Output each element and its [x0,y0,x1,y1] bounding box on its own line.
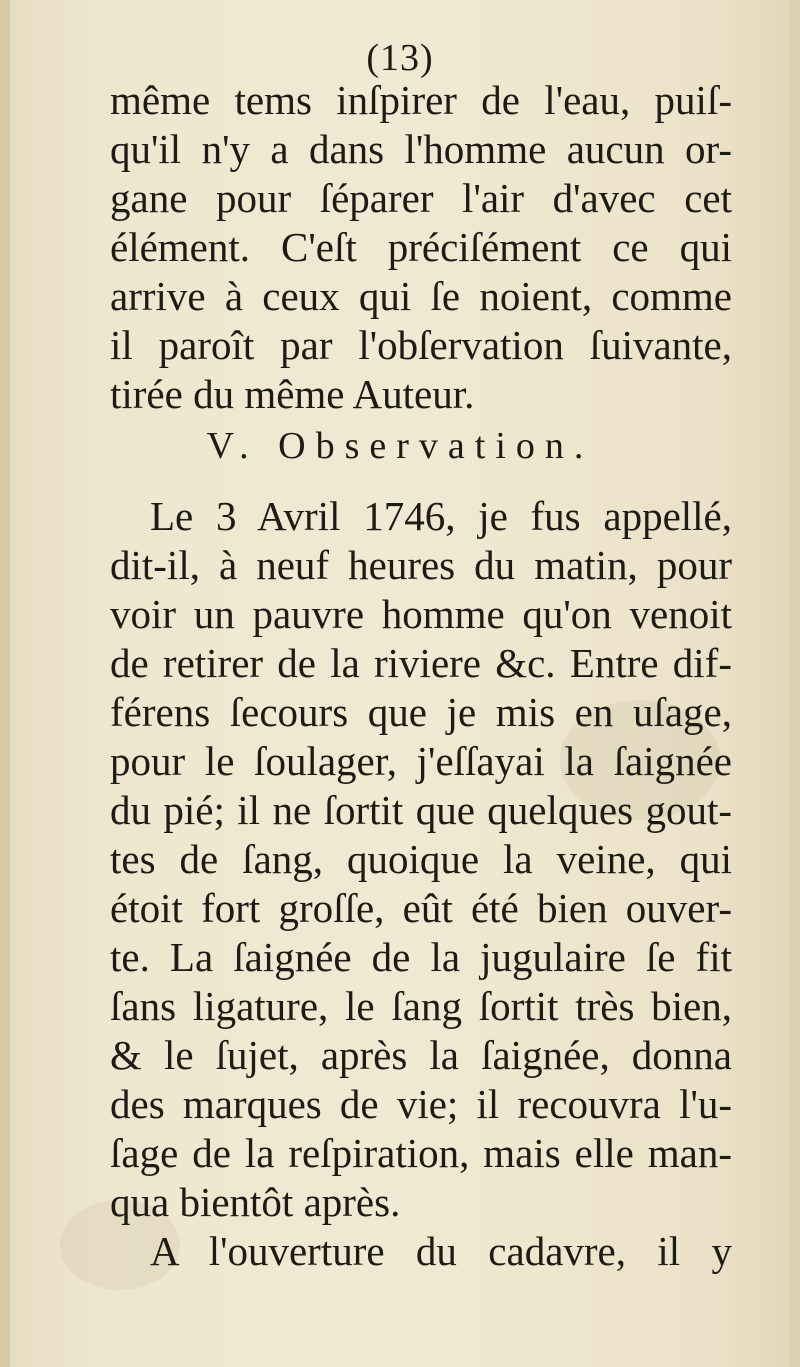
text-line: qua bientôt après. [110,1179,401,1225]
text-line: qu'il n'y a dans l'homme aucun or- [110,126,732,172]
text-line: férens ſecours que je mis en uſage, [110,689,732,735]
text-line: dit-il, à neuf heures du matin, pour [110,542,732,588]
page-number: (13) [366,37,434,79]
text-line: étoit fort groſſe, eût été bien ouver- [110,885,732,931]
text-line: & le ſujet, après la ſaignée, donna [110,1032,732,1078]
text-line: il paroît par l'obſervation ſuivante, [110,322,732,368]
text-line: élément. C'eſt préciſément ce qui [110,224,732,270]
text-line: ſage de la reſpiration, mais elle man- [110,1130,732,1176]
text-line: de retirer de la riviere &c. Entre dif- [110,640,732,686]
text-line: A l'ouverture du cadavre, il y [150,1228,732,1274]
text-line: ſans ligature, le ſang ſortit très bien, [110,983,732,1029]
text-line: du pié; il ne ſortit que quelques gout- [110,787,732,833]
text-line: pour le ſoulager, j'eſſayai la ſaignée [110,738,732,784]
text-line: gane pour ſéparer l'air d'avec cet [110,175,732,221]
text-line: des marques de vie; il recouvra l'u- [110,1081,732,1127]
page-left-edge [0,0,10,1367]
text-line: tes de ſang, quoique la veine, qui [110,836,732,882]
text-line: voir un pauvre homme qu'on venoit [110,591,732,637]
text-line: arrive à ceux qui ſe noient, comme [110,273,732,319]
page-right-edge [790,0,800,1367]
text-line: tirée du même Auteur. [110,371,475,417]
text-line: te. La ſaignée de la jugulaire ſe fit [110,934,732,980]
text-line: même tems inſpirer de l'eau, puiſ- [110,77,732,123]
section-heading: V. Observation. [206,425,594,467]
text-line: Le 3 Avril 1746, je fus appellé, [150,493,732,539]
